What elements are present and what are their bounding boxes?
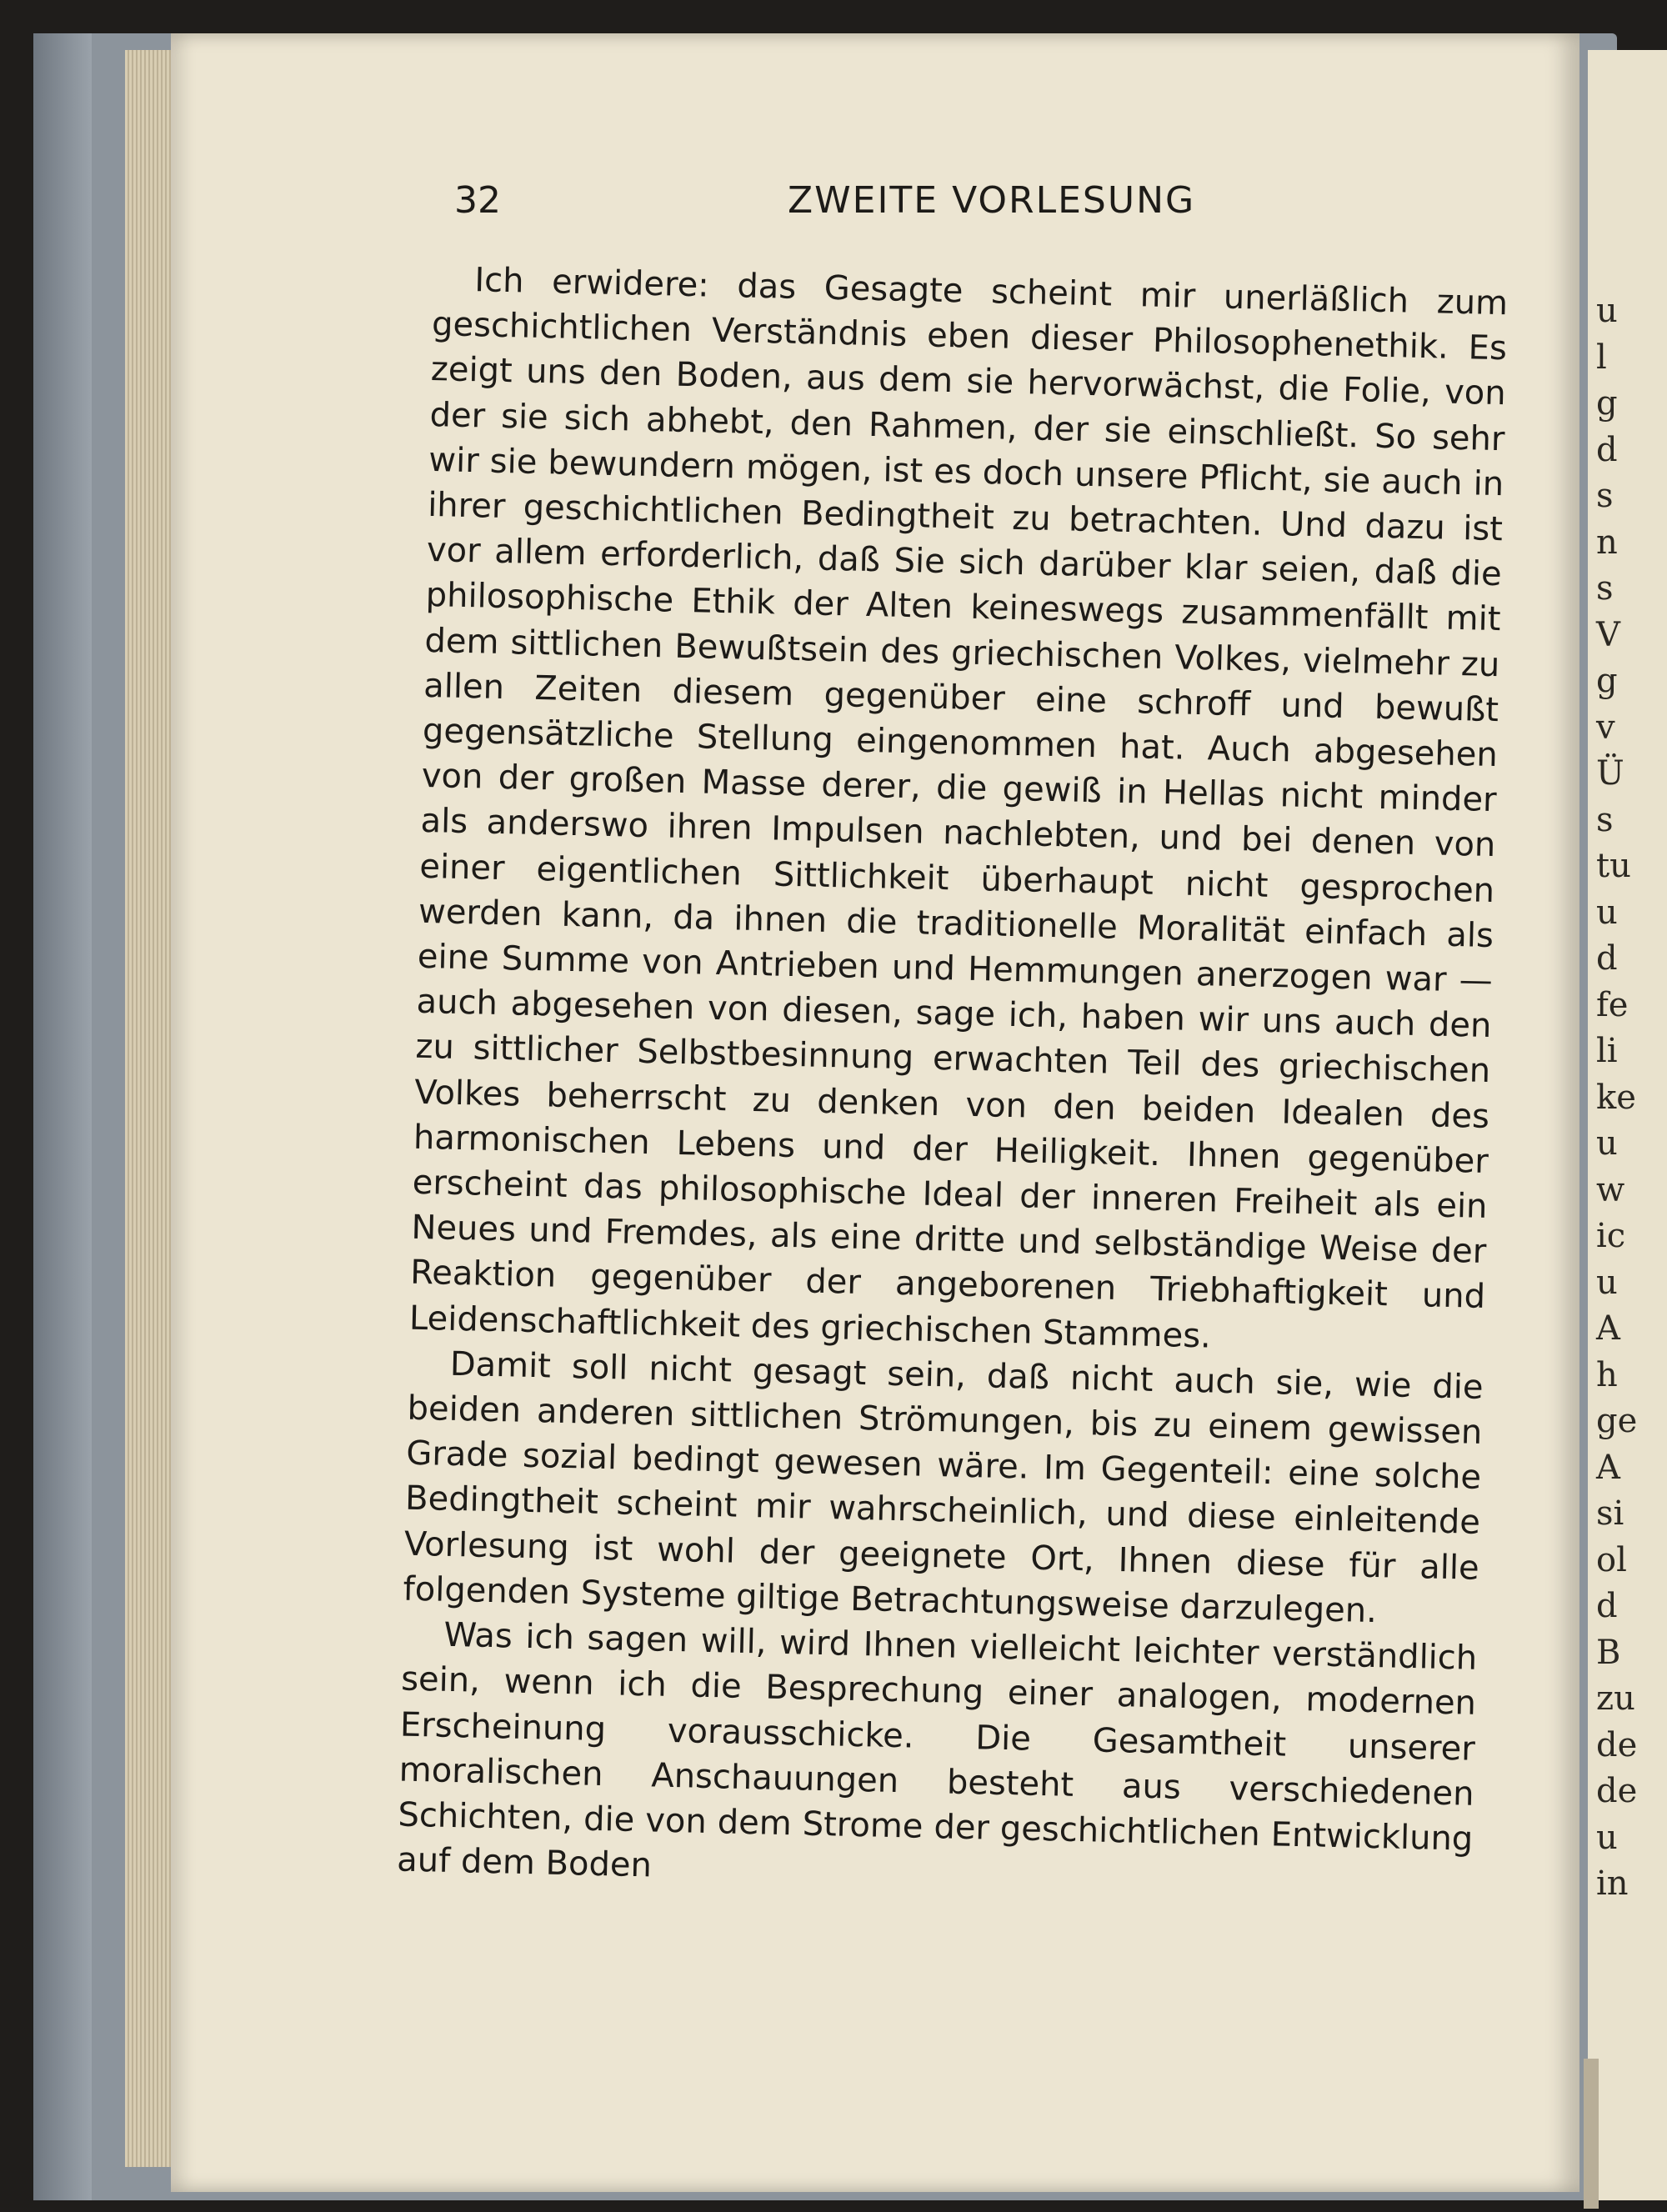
facing-page-letters: de (1596, 1772, 1638, 1810)
facing-page-letters: Ü (1596, 754, 1624, 793)
facing-page-letters: g (1596, 662, 1618, 700)
running-title: ZWEITE VORLESUNG (788, 179, 1196, 222)
facing-page-letters: d (1596, 430, 1618, 469)
facing-page-letters: ge (1596, 1402, 1638, 1440)
page-number: 32 (454, 179, 501, 222)
facing-page-letters: s (1596, 800, 1614, 839)
facing-page-letters: V (1596, 615, 1620, 654)
facing-page-letters: A (1596, 1309, 1620, 1348)
facing-page-letters: h (1596, 1355, 1618, 1394)
facing-page-letters: B (1596, 1633, 1621, 1672)
paragraph-1: Ich erwidere: das Gesagte scheint mir unerläßlich zum geschichtlichen Verständnis eben dieser Philosophenethik. Es zeigt uns den Boden, aus dem sie hervorwächst, die Folie, von der sie sich abhebt, den Rahmen, der sie einschließt. So sehr wir sie bewundern mögen, ist es doch unsere Pflicht, sie auch in ihrer geschichtlichen Bedingtheit zu betrachten. Und dazu ist vor allem erforderlich, daß Sie sich darüber klar seien, daß die philosophische Ethik der Alten keineswegs zusammenfällt mit dem sittlichen Bewußtsein des griechischen Volkes, vielmehr zu allen Zeiten diesem gegenüber eine schroff und bewußt gegensätzliche Stellung eingenommen hat. Auch abgesehen von der großen Masse derer, die gewiß in Hellas nicht minder als anderswo ihren Impulsen nachlebten, und bei denen von einer eigentlichen Sittlichkeit überhaupt nicht gesprochen werden kann, da ihnen die traditionelle Moralität einfach als eine Summe von Antrieben und Hemmungen anerzogen war — auch abgesehen von diesen, sage ich, haben wir uns auch den zu sittlicher Selbstbesinnung erwachten Teil des griechischen Volkes beherrscht zu denken von den beiden Idealen des harmonischen Lebens und der Heiligkeit. Ihnen gegenüber erscheint das philosophische Ideal der inneren Freiheit als ein Neues und Fremdes, als eine dritte und selbständige Weise der Reaktion gegenüber der angeborenen Triebhaftigkeit und Leidenschaftlichkeit des griechischen Stammes. (408, 261, 1509, 1356)
facing-page-letters: ke (1596, 1078, 1636, 1117)
facing-page-letters: zu (1596, 1679, 1635, 1718)
facing-page-letters: d (1596, 939, 1618, 978)
facing-page-letters: in (1596, 1864, 1629, 1903)
facing-page-letters: ol (1596, 1540, 1627, 1579)
facing-page-letters: n (1596, 523, 1618, 562)
body-text (397, 257, 1509, 1907)
facing-page-letters: u (1596, 1818, 1618, 1857)
bookmark-ribbon (1584, 2059, 1599, 2209)
facing-page-letters: l (1596, 338, 1607, 377)
book-spine (33, 33, 92, 2200)
facing-page-letters: ic (1596, 1217, 1626, 1255)
facing-page-fragment (1588, 50, 1667, 2200)
facing-page-letters: A (1596, 1448, 1620, 1487)
facing-page-letters: de (1596, 1725, 1638, 1764)
facing-page-letters: u (1596, 1263, 1618, 1302)
facing-page-letters: v (1596, 708, 1615, 747)
facing-page-letters: li (1596, 1032, 1618, 1070)
facing-page-letters: g (1596, 384, 1618, 423)
facing-page-letters: tu (1596, 847, 1631, 885)
facing-page-letters: d (1596, 1587, 1618, 1625)
page-header (454, 179, 1538, 238)
facing-page-letters: si (1596, 1494, 1624, 1533)
facing-page-letters: fe (1596, 985, 1629, 1024)
facing-page-letters: s (1596, 477, 1614, 515)
paragraph-2: Damit soll nicht gesagt sein, daß nicht auch sie, wie die beiden anderen sittlichen Strömungen, bis zu einem gewissen Grade sozial bedingt gewesen wäre. Im Gegenteil: eine solche Bedingtheit scheint mir wahrscheinlich, und diese einleitende Vorlesung ist wohl der geeignete Ort, Ihnen diese für alle folgenden Systeme giltige Betrachtungsweise darzulegen. (403, 1344, 1484, 1630)
facing-page-letters: s (1596, 569, 1614, 608)
facing-page-letters: u (1596, 893, 1618, 932)
paragraph-3: Was ich sagen will, wird Ihnen vielleicht leichter verständlich sein, wenn ich die Besprechung einer analogen, modernen Erscheinung vorausschicke. Die Gesamtheit unserer moralischen Anschauungen besteht aus verschiedenen Schichten, die von dem Strome der geschichtlichen Entwicklung auf dem Boden (396, 1615, 1478, 1885)
facing-page-letters: w (1596, 1170, 1625, 1209)
facing-page-letters: u (1596, 292, 1618, 330)
facing-page-letters: u (1596, 1124, 1618, 1163)
